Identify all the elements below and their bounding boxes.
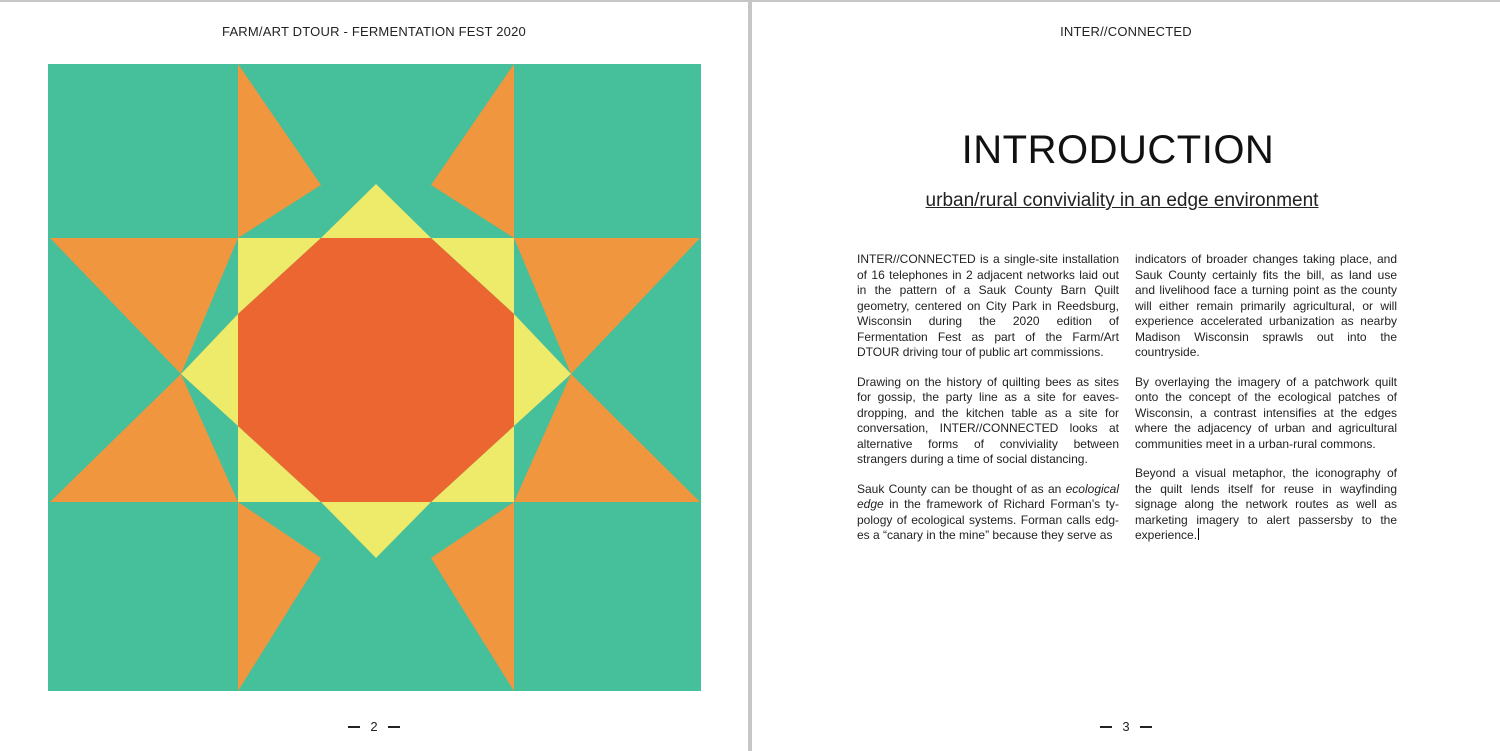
text-column-right bbox=[1135, 252, 1397, 558]
left-page bbox=[0, 2, 748, 751]
page-subtitle: urban/rural conviviality in an edge environment bbox=[925, 190, 1319, 211]
right-running-header: INTER//CONNECTED bbox=[1060, 24, 1192, 39]
paragraph-text: Sauk County can be thought of as an bbox=[857, 481, 1066, 496]
text-column-left bbox=[857, 252, 1119, 558]
left-page-number-text: 2 bbox=[370, 719, 378, 734]
right-page-number-text: 3 bbox=[1122, 719, 1130, 734]
left-page-number bbox=[0, 719, 748, 734]
paragraph: indicators of broader changes taking place, and Sauk County certainly fits the bill, as land use and livelihood face a turning point as the county will either remain primarily agricultural, or will experience accelerated urbanization as nearby Madison Wisconsin sprawls out into the countryside. bbox=[1135, 252, 1397, 359]
page-number-dash bbox=[348, 726, 360, 728]
page-number-dash bbox=[1140, 726, 1152, 728]
paragraph: Drawing on the history of quilting bees as sites for gossip, the party line as a site for eavesdropping, and the kitchen table as a site for conversation, INTER//CONNECTED looks at alternative forms of conviviality between strangers during a time of social distancing. bbox=[857, 374, 1119, 466]
emphasis-text: ecological edge bbox=[857, 481, 1119, 511]
barn-quilt-illustration bbox=[48, 64, 701, 691]
page-number-dash bbox=[388, 726, 400, 728]
paragraph: INTER//CONNECTED is a single-site installation of 16 telephones in 2 adjacent networks laid out in the pattern of a Sauk County Barn Quilt geometry, centered on City Park in Reedsburg, Wisconsin during the 2020 edition of Fermentation Fest as part of the Farm/Art DTOUR driving tour of public art commissions. bbox=[857, 252, 1119, 359]
right-page bbox=[752, 2, 1500, 751]
left-running-header: FARM/ART DTOUR - FERMENTATION FEST 2020 bbox=[222, 24, 526, 39]
paragraph: By overlaying the imagery of a patchwork quilt onto the concept of the ecological patches of Wisconsin, a contrast intensifies at the edges where the adjacency of urban and agricultural communities meet in a urban-rural commons. bbox=[1135, 374, 1397, 451]
paragraph-text: Beyond a visual metaphor, the iconography of the quilt lends itself for reuse in wayfinding signage along the network routes as well as marketing imagery to alert passersby to the experience. bbox=[1135, 466, 1397, 542]
paragraph[interactable] bbox=[1135, 466, 1397, 544]
text-cursor bbox=[1198, 528, 1199, 540]
paragraph-text: in the framework of Richard Forman’s typology of ecological systems. Forman calls edges a “canary in the mine” because they serve as bbox=[857, 497, 1119, 542]
right-page-number bbox=[752, 719, 1500, 734]
page-number-dash bbox=[1100, 726, 1112, 728]
page-title: INTRODUCTION bbox=[961, 128, 1275, 172]
paragraph bbox=[857, 482, 1119, 544]
quilt-center-octagon bbox=[238, 238, 514, 502]
